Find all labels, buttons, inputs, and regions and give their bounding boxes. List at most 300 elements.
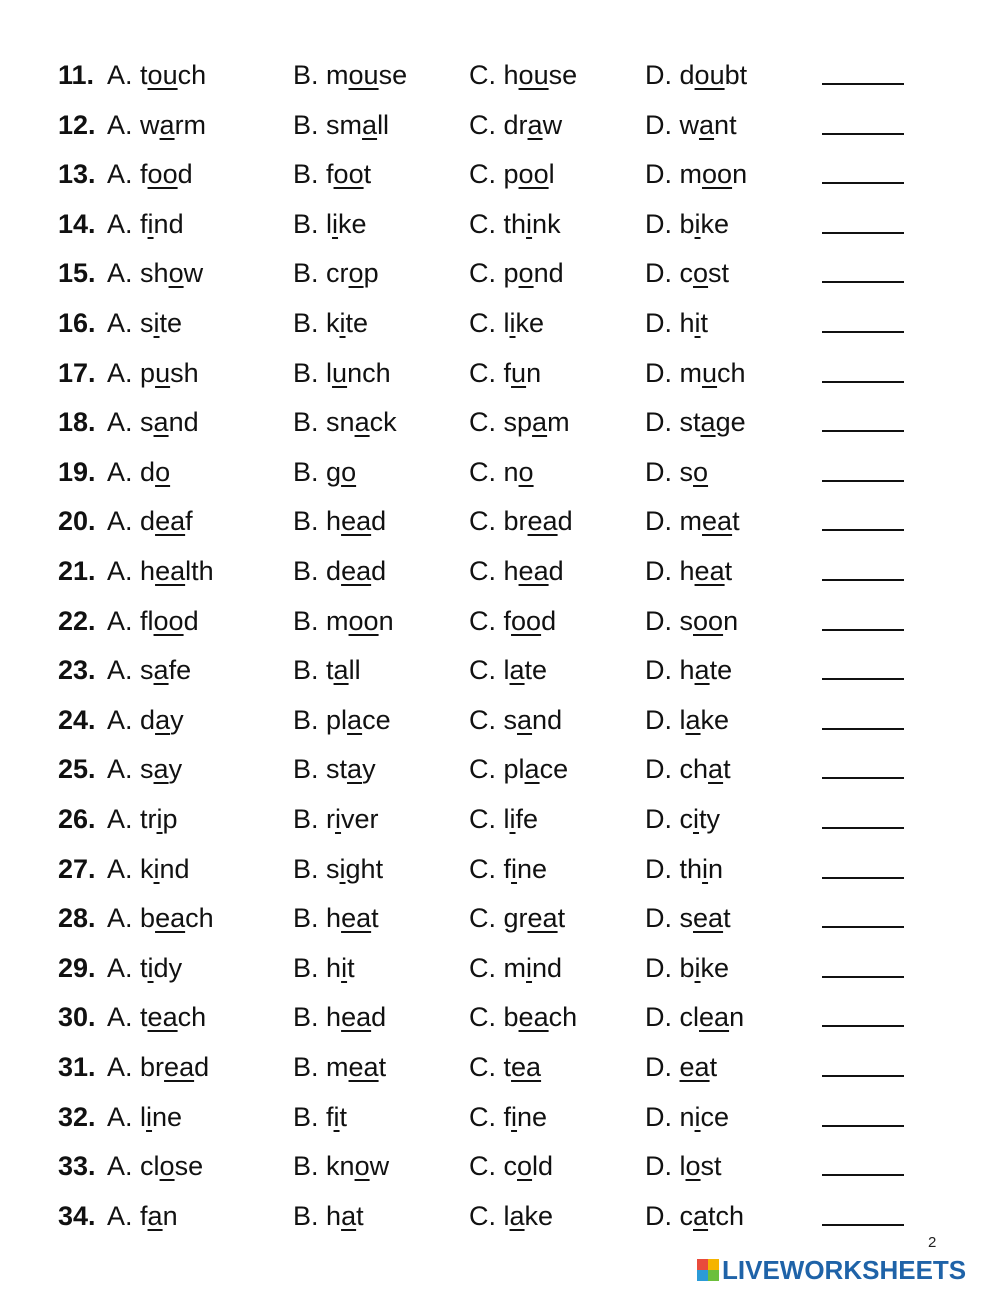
- option-letter: B.: [293, 308, 319, 338]
- option-d: [645, 749, 731, 789]
- answer-blank[interactable]: [822, 381, 904, 383]
- underlined-letters: o: [354, 1151, 370, 1182]
- option-letter: D.: [645, 159, 672, 190]
- word-part: t: [700, 308, 709, 338]
- option-c: [469, 601, 556, 641]
- underlined-letters: ea: [341, 556, 372, 586]
- underlined-letters: ea: [341, 903, 372, 934]
- question-number: 30.: [58, 1002, 96, 1033]
- underlined-letters: o: [155, 456, 171, 487]
- option-b: [293, 601, 394, 641]
- underlined-letters: oo: [702, 159, 733, 190]
- answer-blank[interactable]: [822, 1224, 904, 1226]
- option-letter: C.: [469, 258, 496, 289]
- option-letter: D.: [645, 605, 672, 636]
- word-part: th: [503, 208, 527, 239]
- word-part: n: [679, 1101, 695, 1132]
- option-d: [645, 253, 729, 293]
- answer-blank[interactable]: [822, 281, 904, 283]
- question-row: [0, 551, 1000, 591]
- word-part: t: [326, 655, 334, 686]
- option-letter: D.: [645, 357, 672, 388]
- word-part: st: [326, 754, 348, 785]
- underlined-letters: oo: [147, 159, 178, 190]
- word-part: n: [729, 1002, 745, 1033]
- word-part: ch: [177, 1002, 207, 1033]
- word-part: d: [140, 704, 156, 735]
- option-b: [293, 55, 407, 95]
- option-a: [107, 898, 214, 938]
- word-part: y: [362, 754, 376, 785]
- word-part: l: [326, 208, 333, 239]
- underlined-letters: i: [702, 853, 709, 884]
- question-row: [0, 253, 1000, 293]
- question-number: 32.: [58, 1101, 96, 1132]
- answer-blank[interactable]: [822, 926, 904, 928]
- answer-blank[interactable]: [822, 1075, 904, 1077]
- option-letter: A.: [107, 407, 133, 438]
- question-row: [0, 452, 1000, 492]
- answer-blank[interactable]: [822, 133, 904, 135]
- word-part: p: [162, 804, 178, 834]
- word-part: rm: [174, 109, 207, 140]
- question-number: 18.: [58, 407, 96, 438]
- option-b: [293, 1047, 386, 1087]
- underlined-letters: a: [509, 1200, 525, 1231]
- underlined-letters: u: [702, 357, 718, 388]
- option-d: [645, 204, 729, 244]
- word-part: ty: [699, 804, 721, 834]
- question-row: [0, 749, 1000, 789]
- word-part: h: [326, 903, 342, 934]
- underlined-letters: u: [155, 357, 171, 388]
- word-part: t: [709, 1052, 718, 1082]
- word-part: s: [326, 853, 340, 884]
- word-part: nch: [347, 357, 391, 388]
- word-part: ke: [700, 952, 730, 983]
- answer-blank[interactable]: [822, 976, 904, 978]
- word-part: t: [723, 754, 731, 785]
- underlined-letters: u: [332, 357, 348, 388]
- answer-blank[interactable]: [822, 728, 904, 730]
- word-part: te: [159, 308, 183, 338]
- word-part: g: [326, 456, 342, 487]
- underlined-letters: a: [333, 655, 349, 686]
- word-part: dy: [153, 952, 183, 983]
- option-letter: A.: [107, 308, 133, 338]
- underlined-letters: i: [509, 308, 516, 338]
- option-letter: D.: [645, 456, 672, 487]
- option-a: [107, 204, 184, 244]
- word-part: d: [548, 556, 564, 586]
- option-letter: B.: [293, 903, 319, 934]
- option-c: [469, 1146, 553, 1186]
- underlined-letters: ea: [518, 1002, 549, 1033]
- word-part: ne: [152, 1101, 183, 1132]
- word-part: b: [140, 903, 156, 934]
- question-row: [0, 997, 1000, 1037]
- word-part: t: [723, 903, 731, 934]
- underlined-letters: o: [341, 456, 357, 487]
- question-number: 16.: [58, 308, 96, 338]
- underlined-letters: i: [526, 952, 533, 983]
- underlined-letters: o: [693, 258, 709, 289]
- word-part: br: [140, 1052, 165, 1082]
- answer-blank[interactable]: [822, 678, 904, 680]
- underlined-letters: oo: [511, 605, 542, 636]
- underlined-letters: a: [509, 655, 525, 686]
- word-part: st: [700, 1151, 722, 1182]
- option-c: [469, 452, 534, 492]
- question-number: 33.: [58, 1151, 96, 1182]
- word-part: s: [679, 605, 694, 636]
- option-letter: D.: [645, 1151, 672, 1182]
- underlined-letters: ea: [155, 556, 186, 586]
- word-part: ke: [700, 208, 730, 239]
- word-part: c: [503, 1151, 518, 1182]
- word-part: se: [548, 60, 578, 90]
- word-part: c: [679, 804, 694, 834]
- option-letter: C.: [469, 655, 496, 686]
- word-part: cr: [326, 258, 349, 289]
- answer-blank[interactable]: [822, 232, 904, 234]
- option-letter: C.: [469, 704, 496, 735]
- word-part: p: [503, 258, 519, 289]
- word-part: s: [503, 704, 518, 735]
- option-letter: A.: [107, 605, 133, 636]
- word-part: ll: [348, 655, 361, 686]
- option-letter: B.: [293, 109, 319, 140]
- question-number: 28.: [58, 903, 96, 934]
- word-part: m: [326, 605, 349, 636]
- answer-blank[interactable]: [822, 1174, 904, 1176]
- word-part: h: [326, 1002, 342, 1033]
- option-letter: A.: [107, 1002, 133, 1033]
- answer-blank[interactable]: [822, 331, 904, 333]
- underlined-letters: a: [362, 109, 378, 140]
- option-b: [293, 1097, 347, 1137]
- option-letter: B.: [293, 605, 319, 636]
- word-part: nk: [532, 208, 561, 239]
- word-part: n: [723, 605, 739, 636]
- underlined-letters: ea: [679, 1052, 710, 1082]
- underlined-letters: o: [518, 258, 534, 289]
- option-c: [469, 303, 544, 343]
- word-part: br: [503, 506, 528, 537]
- underlined-letters: a: [341, 1200, 357, 1231]
- word-part: te: [709, 655, 733, 686]
- liveworksheets-brand: [697, 1254, 966, 1286]
- underlined-letters: i: [693, 804, 700, 834]
- underlined-letters: i: [156, 804, 163, 834]
- word-part: s: [140, 407, 154, 438]
- word-part: y: [168, 754, 183, 785]
- word-part: t: [140, 60, 148, 90]
- word-part: ce: [539, 754, 569, 785]
- word-part: t: [363, 159, 372, 190]
- option-letter: B.: [293, 1200, 319, 1231]
- option-d: [645, 601, 738, 641]
- liveworksheets-logo-icon: [697, 1259, 719, 1281]
- question-row: [0, 948, 1000, 988]
- word-part: sm: [326, 109, 363, 140]
- option-c: [469, 253, 564, 293]
- underlined-letters: ea: [527, 903, 558, 934]
- underlined-letters: a: [685, 704, 701, 735]
- answer-blank[interactable]: [822, 1125, 904, 1127]
- option-d: [645, 501, 740, 541]
- word-part: nd: [159, 853, 190, 884]
- option-letter: A.: [107, 952, 133, 983]
- underlined-letters: i: [694, 208, 701, 239]
- brand-name: LIVEWORKSHEETS: [722, 1254, 967, 1285]
- word-part: nd: [532, 952, 563, 983]
- option-letter: A.: [107, 804, 133, 834]
- answer-blank[interactable]: [822, 827, 904, 829]
- underlined-letters: oo: [333, 159, 364, 190]
- answer-blank[interactable]: [822, 1025, 904, 1027]
- option-d: [645, 1196, 744, 1236]
- answer-blank[interactable]: [822, 529, 904, 531]
- question-number: 21.: [58, 556, 96, 586]
- answer-blank[interactable]: [822, 430, 904, 432]
- option-letter: C.: [469, 208, 496, 239]
- word-part: ll: [377, 109, 390, 140]
- option-letter: A.: [107, 754, 133, 785]
- word-part: f: [140, 1200, 148, 1231]
- option-b: [293, 353, 391, 393]
- underlined-letters: i: [511, 1101, 518, 1132]
- underlined-letters: ou: [518, 60, 549, 90]
- underlined-letters: ou: [147, 60, 178, 90]
- word-part: d: [194, 1052, 210, 1082]
- option-letter: D.: [645, 1052, 672, 1082]
- word-part: sh: [170, 357, 199, 388]
- option-letter: B.: [293, 556, 319, 586]
- option-letter: A.: [107, 456, 133, 487]
- word-part: te: [345, 308, 369, 338]
- word-part: ch: [177, 60, 207, 90]
- word-part: t: [557, 903, 566, 934]
- word-part: ke: [524, 1200, 554, 1231]
- option-letter: C.: [469, 60, 496, 90]
- option-letter: D.: [645, 1101, 672, 1132]
- question-number: 12.: [58, 109, 96, 140]
- word-part: l: [679, 704, 686, 735]
- question-number: 20.: [58, 506, 96, 537]
- word-part: b: [503, 1002, 519, 1033]
- question-row: [0, 105, 1000, 145]
- underlined-letters: a: [532, 407, 548, 438]
- word-part: ch: [679, 754, 709, 785]
- word-part: tr: [140, 804, 157, 834]
- option-c: [469, 204, 561, 244]
- word-part: l: [548, 159, 555, 190]
- word-part: ge: [715, 407, 746, 438]
- question-number: 11.: [58, 60, 95, 90]
- question-number: 15.: [58, 258, 96, 289]
- word-part: nd: [153, 208, 184, 239]
- word-part: t: [140, 1002, 148, 1033]
- option-letter: C.: [469, 1002, 496, 1033]
- option-letter: D.: [645, 655, 672, 686]
- question-row: [0, 601, 1000, 641]
- word-part: h: [679, 308, 695, 338]
- question-row: [0, 898, 1000, 938]
- option-b: [293, 551, 386, 591]
- option-d: [645, 551, 732, 591]
- word-part: k: [326, 308, 340, 338]
- word-part: l: [503, 655, 510, 686]
- underlined-letters: a: [153, 655, 169, 686]
- underlined-letters: ea: [147, 1002, 178, 1033]
- word-part: c: [679, 1200, 694, 1231]
- underlined-letters: i: [146, 1101, 153, 1132]
- option-letter: B.: [293, 159, 319, 190]
- word-part: m: [326, 1052, 349, 1082]
- option-b: [293, 749, 376, 789]
- option-letter: B.: [293, 1002, 319, 1033]
- underlined-letters: a: [524, 754, 540, 785]
- answer-blank[interactable]: [822, 877, 904, 879]
- answer-blank[interactable]: [822, 83, 904, 85]
- word-part: fl: [140, 605, 154, 636]
- option-letter: D.: [645, 506, 672, 537]
- word-part: f: [326, 1101, 334, 1132]
- option-letter: C.: [469, 159, 496, 190]
- option-letter: B.: [293, 1151, 319, 1182]
- option-letter: B.: [293, 407, 319, 438]
- word-part: sh: [140, 258, 169, 289]
- option-letter: A.: [107, 208, 133, 239]
- word-part: m: [547, 407, 570, 438]
- answer-blank[interactable]: [822, 579, 904, 581]
- word-part: d: [183, 605, 199, 636]
- option-letter: D.: [645, 208, 672, 239]
- word-part: ver: [341, 804, 379, 834]
- answer-blank[interactable]: [822, 629, 904, 631]
- question-number: 25.: [58, 754, 96, 785]
- question-number: 17.: [58, 357, 96, 388]
- word-part: st: [708, 258, 730, 289]
- word-part: y: [170, 704, 184, 735]
- word-part: sp: [503, 407, 533, 438]
- word-part: d: [140, 506, 156, 537]
- option-a: [107, 997, 206, 1037]
- word-part: p: [503, 159, 519, 190]
- option-d: [645, 303, 708, 343]
- answer-blank[interactable]: [822, 480, 904, 482]
- answer-blank[interactable]: [822, 777, 904, 779]
- option-letter: D.: [645, 308, 672, 338]
- word-part: l: [679, 1151, 686, 1182]
- question-row: [0, 402, 1000, 442]
- option-b: [293, 105, 389, 145]
- option-d: [645, 948, 729, 988]
- word-part: n: [526, 357, 542, 388]
- option-b: [293, 253, 379, 293]
- word-part: n: [732, 159, 748, 190]
- option-letter: C.: [469, 1200, 496, 1231]
- option-letter: B.: [293, 853, 319, 884]
- option-d: [645, 997, 744, 1037]
- option-c: [469, 501, 573, 541]
- option-letter: D.: [645, 407, 672, 438]
- word-part: t: [356, 1200, 364, 1231]
- option-c: [469, 849, 547, 889]
- underlined-letters: ea: [527, 506, 558, 537]
- word-part: b: [679, 952, 695, 983]
- underlined-letters: i: [694, 952, 701, 983]
- underlined-letters: o: [168, 258, 184, 289]
- option-letter: B.: [293, 506, 319, 537]
- word-part: t: [503, 1052, 512, 1082]
- underlined-letters: ea: [348, 1052, 379, 1082]
- underlined-letters: i: [339, 853, 346, 884]
- option-c: [469, 402, 570, 442]
- option-letter: C.: [469, 1052, 496, 1082]
- option-letter: D.: [645, 60, 672, 90]
- word-part: t: [347, 952, 355, 983]
- word-part: kn: [326, 1151, 355, 1182]
- question-row: [0, 1047, 1000, 1087]
- underlined-letters: a: [694, 655, 710, 686]
- underlined-letters: ou: [348, 60, 379, 90]
- option-d: [645, 452, 708, 492]
- option-letter: B.: [293, 704, 319, 735]
- option-letter: D.: [645, 704, 672, 735]
- word-part: f: [503, 1101, 512, 1132]
- underlined-letters: ou: [694, 60, 725, 90]
- word-part: f: [140, 159, 148, 190]
- underlined-letters: i: [153, 308, 160, 338]
- underlined-letters: i: [147, 208, 154, 239]
- word-part: ce: [700, 1101, 730, 1132]
- option-a: [107, 353, 199, 393]
- underlined-letters: ea: [699, 1002, 730, 1033]
- option-letter: B.: [293, 456, 319, 487]
- word-part: d: [326, 556, 342, 586]
- option-letter: B.: [293, 258, 319, 289]
- word-part: th: [679, 853, 703, 884]
- underlined-letters: o: [517, 1151, 533, 1182]
- option-a: [107, 799, 178, 839]
- option-c: [469, 997, 577, 1037]
- question-row: [0, 353, 1000, 393]
- option-b: [293, 452, 356, 492]
- word-part: m: [679, 506, 703, 537]
- word-part: nd: [533, 258, 564, 289]
- page-number: 2: [928, 1234, 937, 1251]
- word-part: ch: [548, 1002, 578, 1033]
- answer-blank[interactable]: [822, 182, 904, 184]
- option-c: [469, 700, 562, 740]
- word-part: st: [679, 407, 701, 438]
- question-number: 19.: [58, 456, 96, 487]
- word-part: ce: [362, 704, 391, 735]
- word-part: se: [378, 60, 408, 90]
- option-d: [645, 1097, 729, 1137]
- option-b: [293, 501, 386, 541]
- option-a: [107, 253, 203, 293]
- word-part: l: [140, 1101, 147, 1132]
- option-b: [293, 303, 368, 343]
- option-a: [107, 501, 193, 541]
- underlined-letters: a: [700, 407, 716, 438]
- option-a: [107, 105, 206, 145]
- underlined-letters: ea: [702, 506, 733, 537]
- word-part: h: [140, 556, 156, 586]
